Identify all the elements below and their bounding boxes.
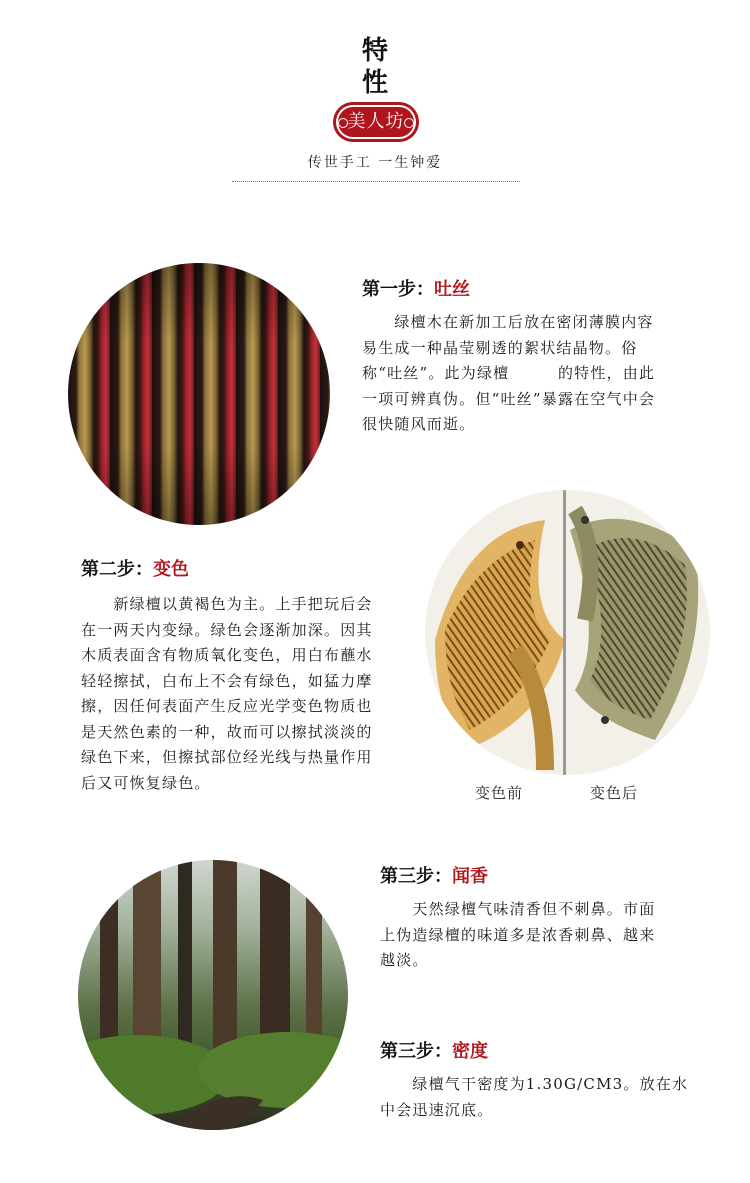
step4-heading <box>380 1037 488 1063</box>
step1-keyword: 吐丝 <box>434 279 470 300</box>
comb-after-hole <box>581 516 589 524</box>
step2-text: 新绿檀以黄褐色为主。上手把玩后会在一两天内变绿。绿色会逐渐加深。因其木质表面含有物质氧化变色，用白布蘸水轻轻擦拭，白布上不会有绿色，如猛力摩擦，因任何表面产生反应光学变色物质也是天然色素的一种，故而可以擦拭淡淡的绿色下来，但擦拭部位经光线与热量作用后又可恢复绿色。 <box>81 595 373 792</box>
brand-badge <box>336 105 416 139</box>
silk-closeup-image <box>68 263 330 525</box>
step1-label: 第一步： <box>362 279 434 300</box>
step3-heading <box>380 862 488 888</box>
comb-after-spine <box>575 510 591 620</box>
step4-keyword: 密度 <box>452 1041 488 1062</box>
comb-after-hole-2 <box>601 716 609 724</box>
step2-label: 第二步： <box>81 559 153 580</box>
comb-illustration <box>425 490 710 775</box>
step3-text: 天然绿檀气味清香但不刺鼻。市面上伪造绿檀的味道多是浓香刺鼻、越来越淡。 <box>380 900 656 969</box>
step1-heading <box>362 275 470 301</box>
step2-heading <box>81 555 189 581</box>
comb-comparison-image <box>425 490 710 775</box>
caption-before: 变色前 <box>475 784 524 802</box>
step4-label: 第三步： <box>380 1041 452 1062</box>
forest-image <box>78 860 348 1130</box>
forest-illustration <box>78 860 348 1130</box>
step3-keyword: 闻香 <box>452 866 488 887</box>
dotted-divider <box>232 181 520 182</box>
step1-text: 绿檀木在新加工后放在密闭薄膜内容易生成一种晶莹剔透的絮状结晶物。俗称“吐丝”。此为绿檀 的特性，由此一项可辨真伪。但“吐丝”暴露在空气中会很快随风而逝。 <box>362 313 656 433</box>
comb-before-hole <box>516 541 524 549</box>
page-title-char-2: 性 <box>361 68 388 98</box>
step3-label: 第三步： <box>380 866 452 887</box>
step2-keyword: 变色 <box>153 559 189 580</box>
page-title-char-1: 特 <box>361 36 388 66</box>
caption-after: 变色后 <box>590 784 639 802</box>
brand-badge-text: 美人坊 <box>347 111 405 132</box>
step4-text: 绿檀气干密度为1.30G/CM3。放在水中会迅速沉底。 <box>380 1075 689 1119</box>
slogan: 传世手工 一生钟爱 <box>307 155 443 171</box>
